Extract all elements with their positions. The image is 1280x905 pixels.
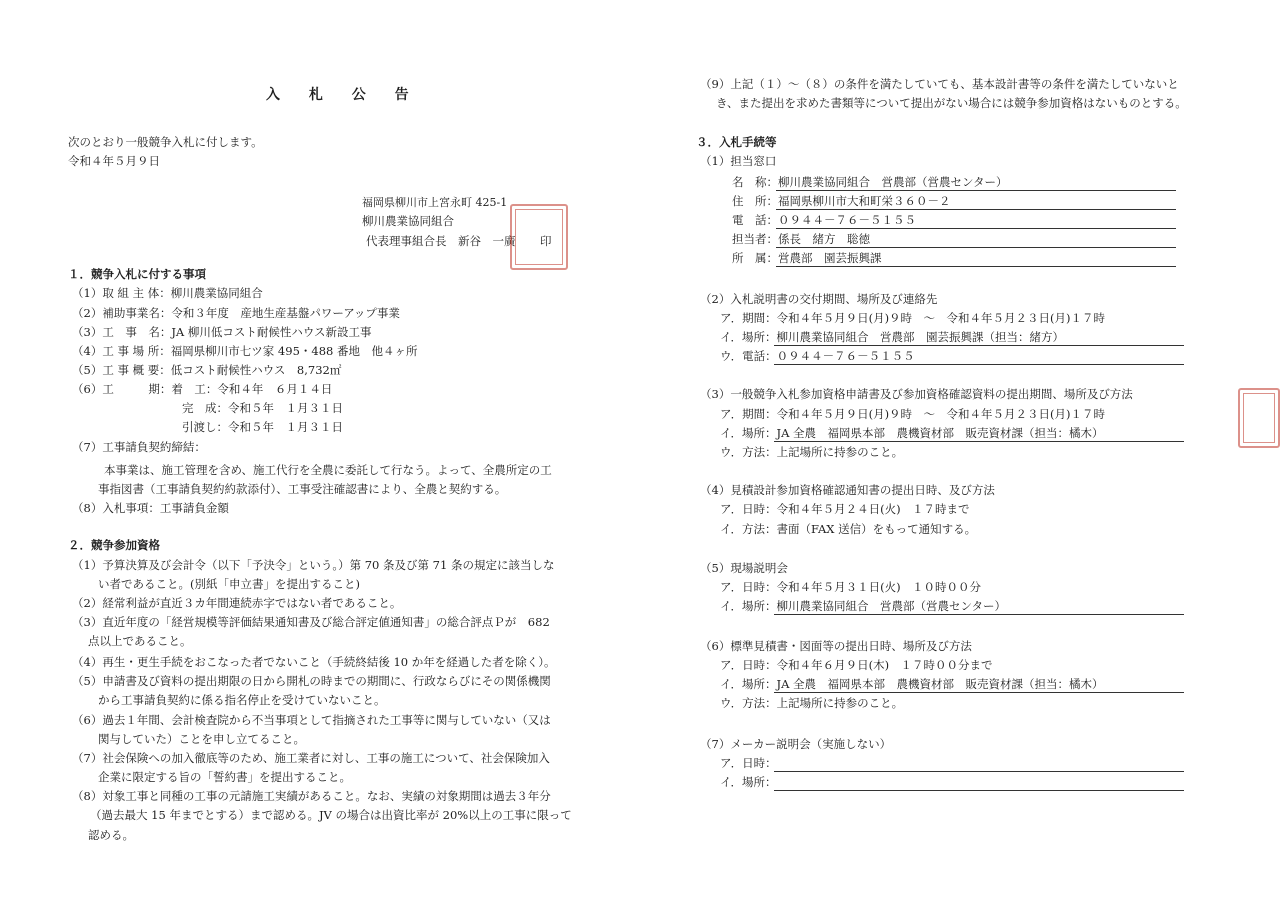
- underline: [776, 209, 1176, 210]
- section-3-heading: ３．入札手続等: [696, 135, 777, 149]
- detail-row: イ．方法：書面（FAX 送信）をもって通知する。: [720, 522, 977, 536]
- section-heading: （5）現場説明会: [700, 561, 788, 575]
- official-seal-icon: [510, 204, 568, 270]
- detail-row: ウ．方法：上記場所に持参のこと。: [720, 445, 904, 459]
- s2-item: から工事請負契約に係る指名停止を受けていないこと。: [98, 693, 386, 707]
- detail-row: ア．期間：令和４年５月９日(月)９時 ～ 令和４年５月２３日(月)１７時: [720, 407, 1106, 421]
- s1-item: （8）入札事項：工事請負金額: [72, 501, 229, 515]
- notice-date: 令和４年５月９日: [68, 154, 160, 168]
- s1-item: （4）工 事 場 所：福岡県柳川市七ツ家 495・488 番地 他４ヶ所: [72, 344, 418, 358]
- s2-item: （6）過去１年間、会計検査院から不当事項として指摘された工事等に関与していない（又は: [72, 713, 551, 727]
- detail-row: イ．場所：: [720, 775, 777, 789]
- underline: [774, 692, 1184, 693]
- s2-item: （7）社会保険への加入徹底等のため、施工業者に対し、工事の施工について、社会保険加入: [72, 751, 550, 765]
- contact-row: 担当者：係長 緒方 聡徳: [732, 232, 870, 246]
- detail-row: ア．日時：令和４年６月９日(木) １７時００分まで: [720, 658, 993, 672]
- contact-row: 電 話：０９４４－７６－５１５５: [732, 213, 916, 227]
- issuer-representative: 代表理事組合長 新谷 一廣: [366, 234, 516, 248]
- section-1-heading: １．競争入札に付する事項: [68, 267, 206, 281]
- s2-item-9: （9）上記（１）～（８）の条件を満たしていても、基本設計書等の条件を満たしていないと: [700, 77, 1179, 91]
- detail-row: イ．場所：柳川農業協同組合 営農部 園芸振興課（担当：緒方）: [720, 330, 1064, 344]
- detail-row: ア．期間：令和４年５月９日(月)９時 ～ 令和４年５月２３日(月)１７時: [720, 311, 1106, 325]
- section-2-heading: ２．競争参加資格: [68, 538, 160, 552]
- s1-item: （6）工 期：着 工：令和４年 ６月１４日: [72, 382, 333, 396]
- detail-row: イ．場所：柳川農業協同組合 営農部（営農センター）: [720, 599, 1007, 613]
- s2-item: （8）対象工事と同種の工事の元請施工実績があること。なお、実績の対象期間は過去３年分: [72, 789, 551, 803]
- detail-row: ア．日時：令和４年５月３１日(火) １０時００分: [720, 580, 982, 594]
- underline: [774, 614, 1184, 615]
- s2-item: （5）申請書及び資料の提出期限の日から開札の時までの期間に、行政ならびにその関係機関: [72, 674, 551, 688]
- underline: [774, 441, 1184, 442]
- s1-item: 事指図書（工事請負契約約款添付）、工事受注確認書により、全農と契約する。: [98, 482, 507, 496]
- s2-item: （過去最大 15 年までとする）まで認める。JV の場合は出資比率が 20%以上の工事に限って: [90, 808, 572, 822]
- contact-row: 名 称：柳川農業協同組合 営農部（営農センター）: [732, 175, 1008, 189]
- s2-item: （4）再生・更生手続をおこなった者でないこと（手続終結後 10 か年を経過した者を除く）。: [72, 655, 556, 669]
- underline: [776, 190, 1176, 191]
- contact-row: 所 属：営農部 園芸振興課: [732, 251, 882, 265]
- contact-heading: （1）担当窓口: [700, 154, 777, 168]
- underline: [776, 228, 1176, 229]
- s1-item: 引渡し：令和５年 １月３１日: [182, 420, 343, 434]
- detail-row: ア．日時：令和４年５月２４日(火) １７時まで: [720, 502, 970, 516]
- contact-row: 住 所：福岡県柳川市大和町栄３６０－２: [732, 194, 951, 208]
- s1-item: 本事業は、施工管理を含め、施工代行を全農に委託して行なう。よって、全農所定の工: [104, 463, 552, 477]
- underline: [776, 266, 1176, 267]
- s1-item: （5）工 事 概 要：低コスト耐候性ハウス 8,732㎡: [72, 363, 342, 377]
- s2-item: 企業に限定する旨の「誓約書」を提出すること。: [98, 770, 351, 784]
- section-heading: （4）見積設計参加資格確認通知書の提出日時、及び方法: [700, 483, 995, 497]
- underline: [774, 364, 1184, 365]
- s2-item-9-cont: き、また提出を求めた書類等について提出がない場合には競争参加資格はないものとする。: [716, 96, 1187, 110]
- detail-row: ア．日時：: [720, 756, 777, 770]
- issuer-address: 福岡県柳川市上宮永町 425-1: [362, 196, 508, 209]
- blank-line: [774, 790, 1184, 791]
- s1-item: （2）補助事業名：令和３年度 産地生産基盤パワーアップ事業: [72, 306, 400, 320]
- s2-item: 点以上であること。: [88, 634, 192, 648]
- blank-line: [774, 771, 1184, 772]
- s2-item: い者であること。(別紙「申立書」を提出すること): [98, 577, 360, 591]
- s2-item: 関与していた）ことを申し立てること。: [98, 732, 305, 746]
- s1-item: （7）工事請負契約締結：: [72, 440, 206, 454]
- s1-item: （3）工 事 名：JA 柳川低コスト耐候性ハウス新設工事: [72, 325, 372, 339]
- s1-item: （1）取 組 主 体：柳川農業協同組合: [72, 286, 263, 300]
- seal-mark: 印: [540, 234, 552, 248]
- right-page: [640, 0, 1280, 905]
- intro-text: 次のとおり一般競争入札に付します。: [68, 135, 263, 149]
- section-heading: （7）メーカー説明会（実施しない）: [700, 737, 892, 751]
- section-heading: （2）入札説明書の交付期間、場所及び連絡先: [700, 292, 938, 306]
- detail-row: イ．場所：JA 全農 福岡県本部 農機資材部 販売資材課（担当：橘木）: [720, 426, 1104, 440]
- section-heading: （3）一般競争入札参加資格申請書及び参加資格確認資料の提出期間、場所及び方法: [700, 387, 1133, 401]
- official-seal-icon: [1238, 388, 1280, 448]
- s1-item: 完 成：令和５年 １月３１日: [182, 401, 343, 415]
- detail-row: イ．場所：JA 全農 福岡県本部 農機資材部 販売資材課（担当：橘木）: [720, 677, 1104, 691]
- s2-item: （1）予算決算及び会計令（以下「予決令」という。）第 70 条及び第 71 条の規定に該当しな: [72, 558, 555, 572]
- detail-row: ウ．方法：上記場所に持参のこと。: [720, 696, 904, 710]
- issuer-org: 柳川農業協同組合: [362, 214, 454, 228]
- section-heading: （6）標準見積書・図面等の提出日時、場所及び方法: [700, 639, 972, 653]
- notice-title: 入 札 公 告: [266, 87, 421, 103]
- s2-item: （2）経常利益が直近３カ年間連続赤字ではない者であること。: [72, 596, 402, 610]
- s2-item: （3）直近年度の「経営規模等評価結果通知書及び総合評定値通知書」の総合評点Ｐが 682: [72, 615, 550, 629]
- detail-row: ウ．電話：０９４４－７６－５１５５: [720, 349, 915, 363]
- underline: [776, 247, 1176, 248]
- underline: [774, 345, 1184, 346]
- s2-item: 認める。: [88, 828, 134, 842]
